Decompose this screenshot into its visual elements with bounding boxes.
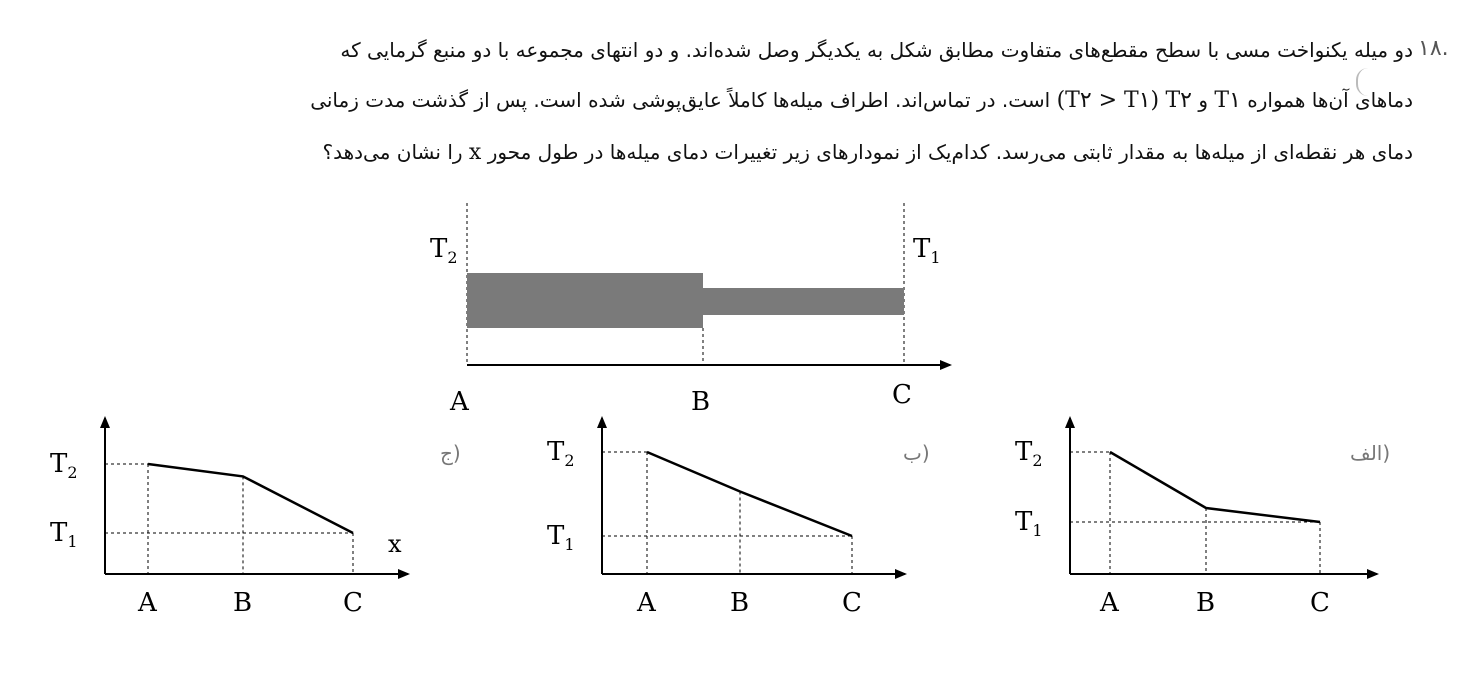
t1-label: $T_1$: [50, 518, 78, 551]
point-a-label: A: [637, 588, 656, 618]
point-a-label: A: [138, 588, 157, 618]
point-a-label: A: [1100, 588, 1119, 618]
graph-option-c: [40, 412, 480, 632]
graph-option-a: [1005, 412, 1425, 632]
question-line-2: [53, 88, 1413, 113]
graph-option-b: [537, 412, 977, 632]
temperature-profile-line: [647, 452, 852, 536]
t2-symbol: T۲: [1165, 88, 1192, 113]
x-axis-symbol: x: [468, 140, 482, 165]
and-word: و: [1198, 88, 1209, 112]
point-b-label: B: [1196, 588, 1216, 618]
t1-label: $T_1$: [1015, 507, 1043, 540]
point-c-label: C: [1310, 588, 1330, 618]
rod-figure: [410, 195, 970, 420]
x-axis-label: x: [388, 530, 402, 558]
t1-label: $T_1$: [913, 234, 941, 267]
t2-label: $T_2$: [430, 234, 458, 267]
t1-label: $T_1$: [547, 521, 575, 554]
t2-label: $T_2$: [50, 449, 78, 482]
question-line-3: [53, 140, 1413, 165]
t2-label: $T_2$: [547, 437, 575, 470]
point-a-label: A: [450, 387, 469, 417]
question-text-part: دمای هر نقطه‌ای از میله‌ها به مقدار ثابتی می‌رسد. کدام‌یک از نمودارهای زیر تغییرات دمای میله‌ها در طول محور: [487, 140, 1413, 164]
question-text-part: دماهای آن‌ها همواره: [1247, 88, 1413, 112]
temperature-profile-line: [148, 464, 353, 533]
temperature-condition: (T۲ > T۱): [1056, 88, 1160, 113]
option-label: ب): [903, 441, 930, 465]
temperature-profile-line: [1110, 452, 1320, 522]
option-label: ج): [440, 441, 461, 465]
point-c-label: C: [842, 588, 862, 618]
point-b-label: B: [730, 588, 750, 618]
point-c-label: C: [343, 588, 363, 618]
thick-rod: [467, 273, 703, 328]
question-line-1: دو میله یکنواخت مسی با سطح مقطع‌های متفاوت مطابق شکل به یکدیگر وصل شده‌اند. و دو انتهای مجموعه با دو منبع گرمایی که: [340, 38, 1413, 62]
question-text-part: است. در تماس‌اند. اطراف میله‌ها کاملاً عایق‌پوشی شده است. پس از گذشت مدت زمانی: [310, 88, 1051, 112]
option-label: الف): [1350, 441, 1391, 465]
question-number: ۱۸.: [1418, 36, 1449, 61]
point-b-label: B: [233, 588, 253, 618]
point-c-label: C: [892, 380, 912, 410]
question-text-part: را نشان می‌دهد؟: [322, 140, 463, 164]
thin-rod: [703, 288, 904, 315]
point-b-label: B: [691, 387, 711, 417]
t1-symbol: T۱: [1214, 88, 1241, 113]
t2-label: $T_2$: [1015, 437, 1043, 470]
